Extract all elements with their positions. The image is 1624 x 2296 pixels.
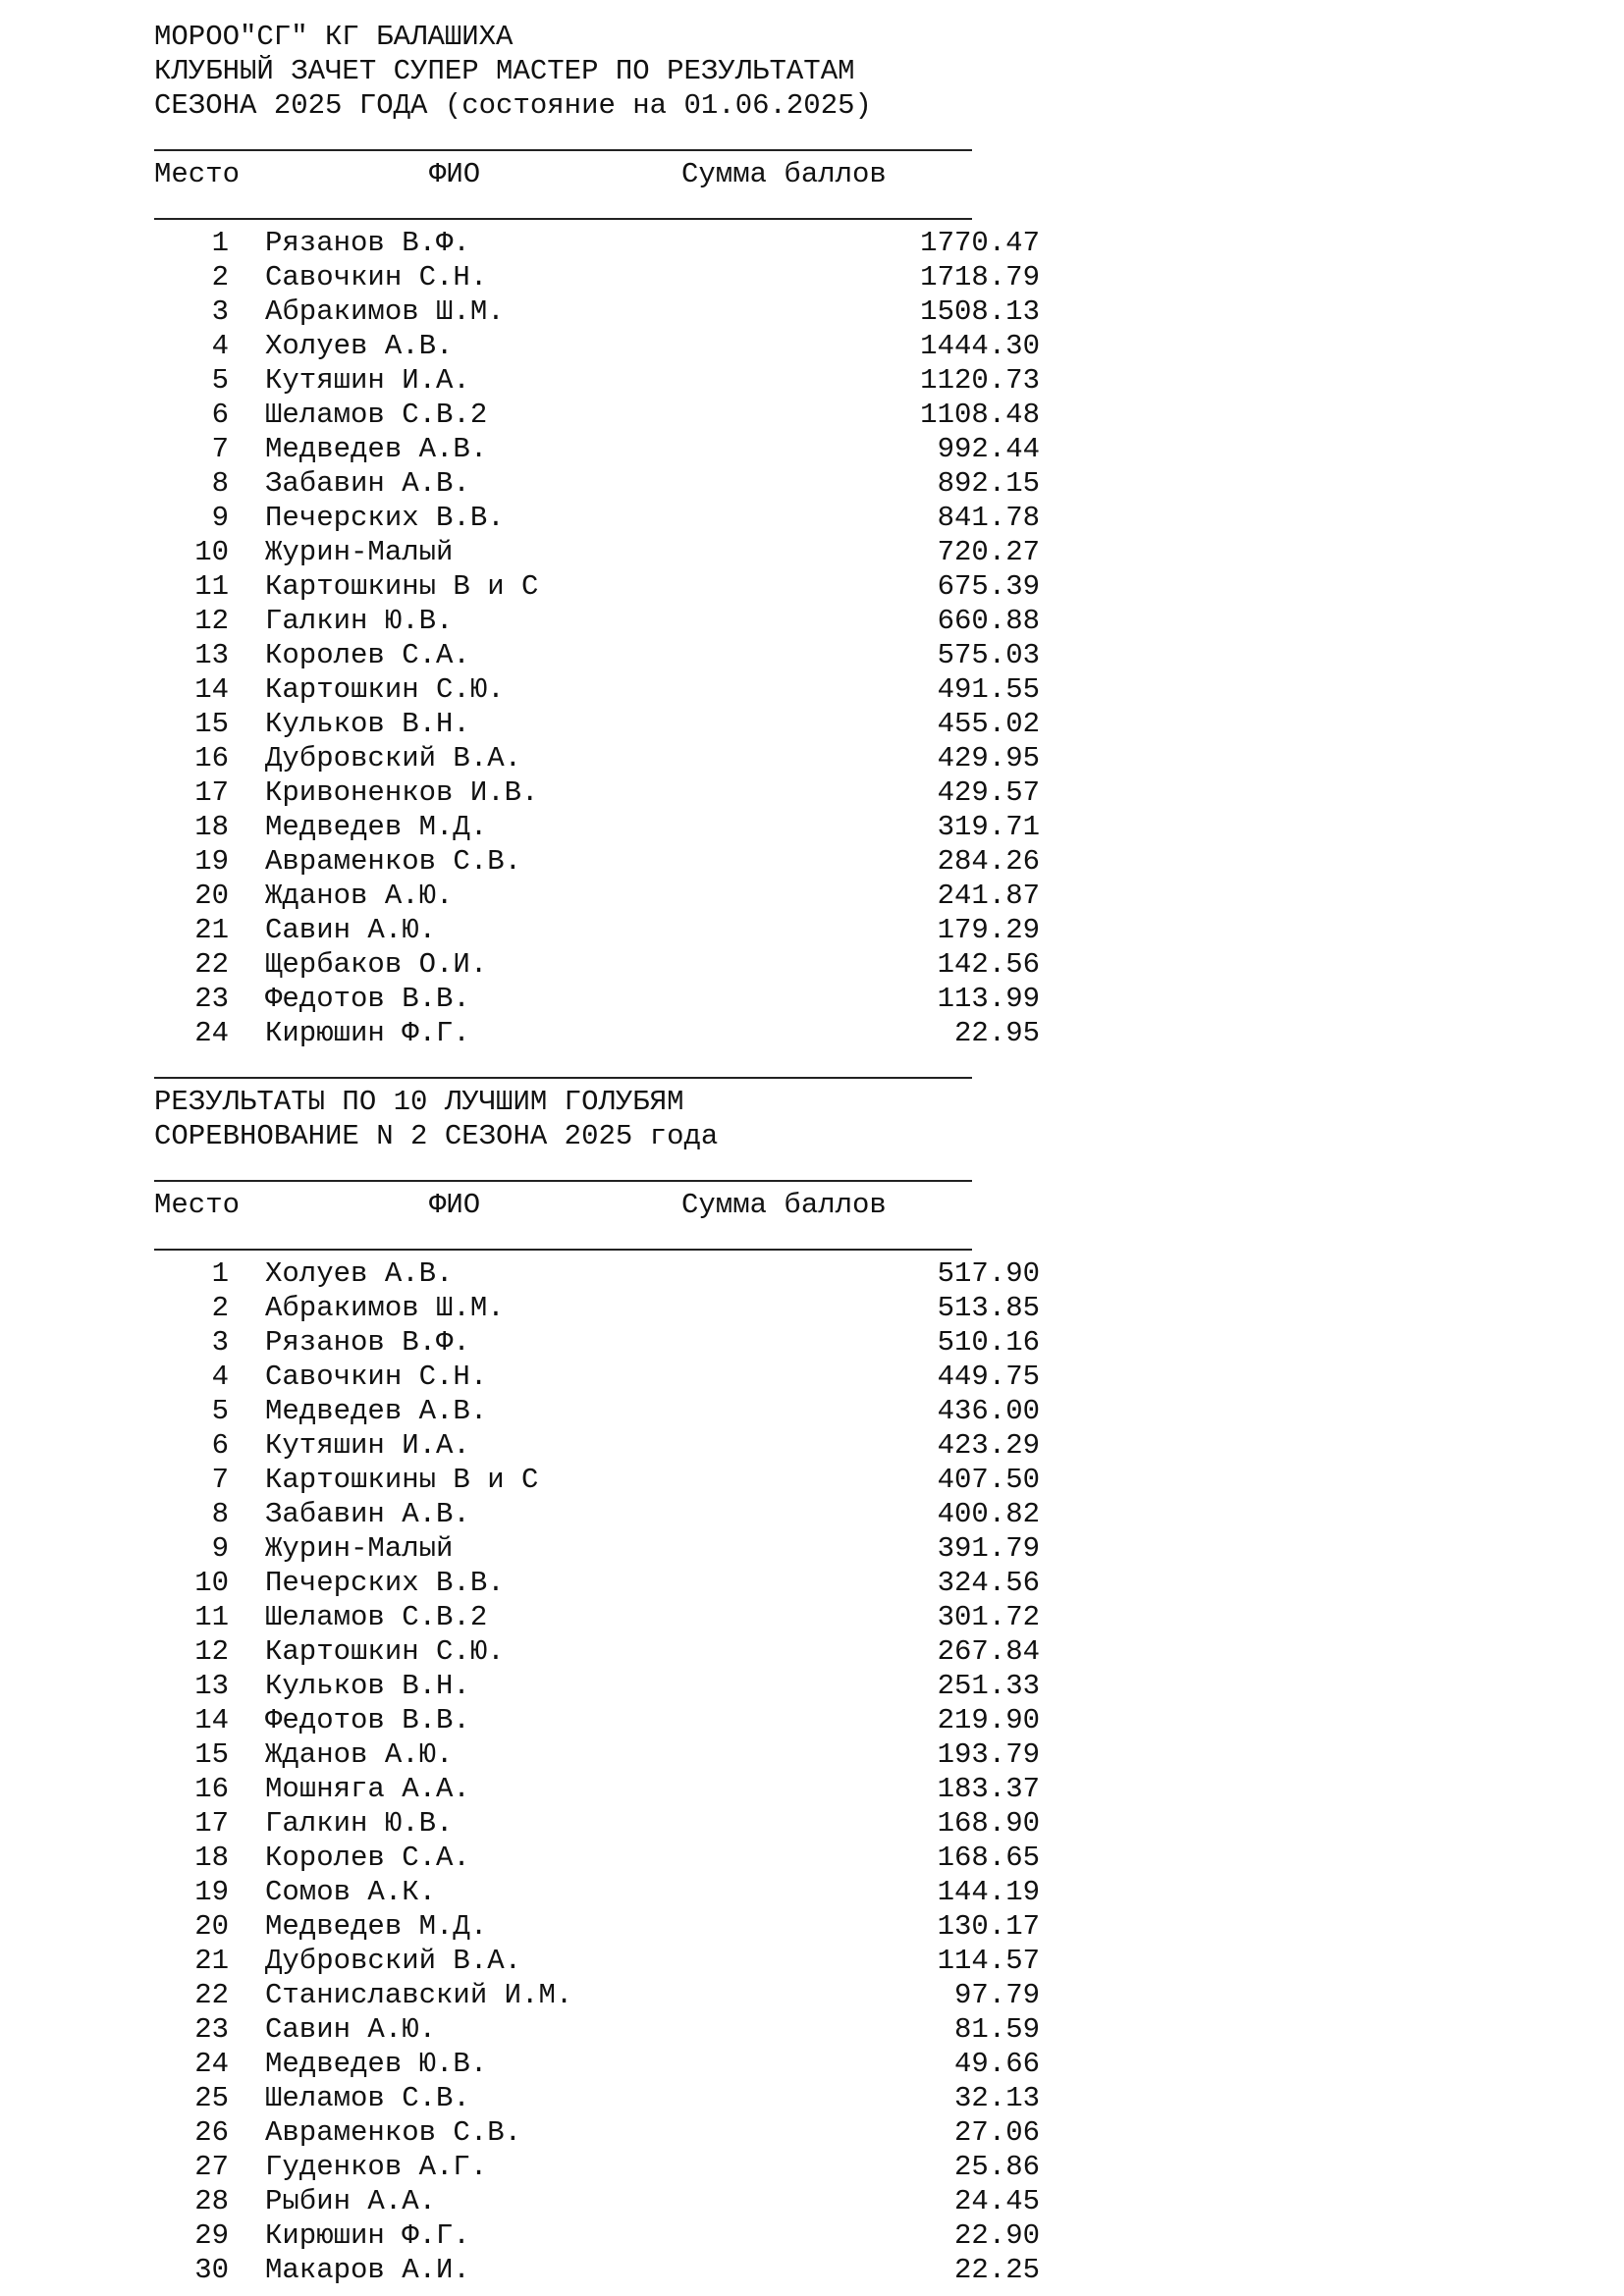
table-row xyxy=(154,1978,1040,2012)
row-score: 251.33 xyxy=(937,1670,1040,1702)
row-place: 16 xyxy=(194,742,229,774)
row-score: 841.78 xyxy=(937,502,1040,534)
row-name: Медведев М.Д. xyxy=(265,1910,488,1943)
row-score: 324.56 xyxy=(937,1567,1040,1599)
row-place: 12 xyxy=(194,1635,229,1668)
row-name: Королев С.А. xyxy=(265,639,470,671)
table-row xyxy=(154,982,1040,1016)
row-score: 81.59 xyxy=(953,2013,1040,2046)
table-row xyxy=(154,844,1040,879)
row-score: 510.16 xyxy=(937,1326,1040,1359)
row-place: 5 xyxy=(211,364,229,397)
row-score: 97.79 xyxy=(953,1979,1040,2011)
row-name: Шеламов С.В. xyxy=(265,2082,470,2114)
table-row xyxy=(154,226,1040,260)
row-score: 319.71 xyxy=(937,811,1040,843)
row-name: Кирюшин Ф.Г. xyxy=(265,2219,470,2252)
row-place: 12 xyxy=(194,605,229,637)
row-name: Жданов А.Ю. xyxy=(265,880,454,912)
row-score: 168.65 xyxy=(937,1842,1040,1874)
table-row xyxy=(154,2047,1040,2081)
col-name-header: ФИО xyxy=(429,158,481,190)
table-row xyxy=(154,2218,1040,2253)
row-name: Щербаков О.И. xyxy=(265,948,488,981)
row-place: 18 xyxy=(194,1842,229,1874)
club-standings-table xyxy=(154,226,1040,1050)
row-name: Дубровский В.А. xyxy=(265,742,522,774)
row-name: Савин А.Ю. xyxy=(265,2013,437,2046)
table-row xyxy=(154,1016,1040,1050)
row-score: 892.15 xyxy=(937,467,1040,500)
row-place: 30 xyxy=(194,2254,229,2286)
row-score: 407.50 xyxy=(937,1464,1040,1496)
row-name: Дубровский В.А. xyxy=(265,1945,522,1977)
row-name: Забавин А.В. xyxy=(265,467,470,500)
row-place: 23 xyxy=(194,2013,229,2046)
row-place: 2 xyxy=(211,1292,229,1324)
row-name: Кутяшин И.А. xyxy=(265,364,470,397)
row-name: Шеламов С.В.2 xyxy=(265,399,488,431)
row-score: 400.82 xyxy=(937,1498,1040,1530)
row-score: 144.19 xyxy=(937,1876,1040,1908)
row-score: 575.03 xyxy=(937,639,1040,671)
divider xyxy=(154,191,979,226)
table-row xyxy=(154,569,1040,604)
col-name-header: ФИО xyxy=(429,1189,481,1221)
row-name: Абракимов Ш.М. xyxy=(265,295,505,328)
row-score: 1120.73 xyxy=(920,364,1040,397)
row-score: 22.90 xyxy=(953,2219,1040,2252)
table-row xyxy=(154,1737,1040,1772)
table-row xyxy=(154,501,1040,535)
row-name: Королев С.А. xyxy=(265,1842,470,1874)
row-score: 301.72 xyxy=(937,1601,1040,1633)
divider xyxy=(154,123,979,157)
row-place: 11 xyxy=(194,1601,229,1633)
row-score: 449.75 xyxy=(937,1361,1040,1393)
table-row xyxy=(154,672,1040,707)
table-row xyxy=(154,2253,1040,2287)
table-row xyxy=(154,1394,1040,1428)
row-score: 168.90 xyxy=(937,1807,1040,1840)
row-place: 5 xyxy=(211,1395,229,1427)
row-score: 675.39 xyxy=(937,570,1040,603)
row-place: 17 xyxy=(194,1807,229,1840)
row-place: 4 xyxy=(211,330,229,362)
row-score: 219.90 xyxy=(937,1704,1040,1736)
row-name: Медведев А.В. xyxy=(265,433,488,465)
row-score: 720.27 xyxy=(937,536,1040,568)
row-name: Картошкины В и С xyxy=(265,570,539,603)
table-row xyxy=(154,466,1040,501)
row-place: 25 xyxy=(194,2082,229,2114)
table-row xyxy=(154,1703,1040,1737)
row-score: 1770.47 xyxy=(920,227,1040,259)
row-place: 19 xyxy=(194,845,229,878)
row-name: Абракимов Ш.М. xyxy=(265,1292,505,1324)
row-score: 1108.48 xyxy=(920,399,1040,431)
row-place: 6 xyxy=(211,1429,229,1462)
row-score: 49.66 xyxy=(953,2048,1040,2080)
table1-header xyxy=(154,157,979,191)
row-place: 22 xyxy=(194,948,229,981)
row-score: 513.85 xyxy=(937,1292,1040,1324)
table-row xyxy=(154,1841,1040,1875)
row-score: 1444.30 xyxy=(920,330,1040,362)
row-name: Федотов В.В. xyxy=(265,1704,470,1736)
row-place: 1 xyxy=(211,1257,229,1290)
table-row xyxy=(154,329,1040,363)
row-place: 7 xyxy=(211,1464,229,1496)
row-name: Картошкин С.Ю. xyxy=(265,1635,505,1668)
table-row xyxy=(154,638,1040,672)
row-place: 10 xyxy=(194,1567,229,1599)
divider xyxy=(154,1153,979,1188)
row-name: Забавин А.В. xyxy=(265,1498,470,1530)
table-row xyxy=(154,294,1040,329)
table-row xyxy=(154,1325,1040,1360)
table-row xyxy=(154,1291,1040,1325)
row-place: 20 xyxy=(194,880,229,912)
row-place: 8 xyxy=(211,467,229,500)
row-score: 27.06 xyxy=(953,2116,1040,2149)
row-score: 429.95 xyxy=(937,742,1040,774)
row-score: 142.56 xyxy=(937,948,1040,981)
row-name: Галкин Ю.В. xyxy=(265,605,454,637)
table-row xyxy=(154,1463,1040,1497)
col-place-header: Место xyxy=(154,158,241,190)
row-place: 27 xyxy=(194,2151,229,2183)
table-row xyxy=(154,1428,1040,1463)
row-score: 267.84 xyxy=(937,1635,1040,1668)
row-name: Савин А.Ю. xyxy=(265,914,437,946)
row-place: 9 xyxy=(211,1532,229,1565)
table-row xyxy=(154,604,1040,638)
table-row xyxy=(154,2184,1040,2218)
row-name: Шеламов С.В.2 xyxy=(265,1601,488,1633)
row-score: 22.95 xyxy=(953,1017,1040,1049)
row-score: 284.26 xyxy=(937,845,1040,878)
row-place: 24 xyxy=(194,2048,229,2080)
table-row xyxy=(154,947,1040,982)
table-row xyxy=(154,741,1040,775)
row-place: 2 xyxy=(211,261,229,294)
table-row xyxy=(154,1360,1040,1394)
table-row xyxy=(154,2081,1040,2115)
row-score: 391.79 xyxy=(937,1532,1040,1565)
document-page xyxy=(154,20,1040,2287)
table-row xyxy=(154,707,1040,741)
row-name: Сомов А.К. xyxy=(265,1876,437,1908)
table-row xyxy=(154,1634,1040,1669)
row-score: 113.99 xyxy=(937,983,1040,1015)
row-name: Медведев Ю.В. xyxy=(265,2048,488,2080)
row-place: 29 xyxy=(194,2219,229,2252)
table-row xyxy=(154,1909,1040,1944)
row-score: 32.13 xyxy=(953,2082,1040,2114)
row-place: 18 xyxy=(194,811,229,843)
table-row xyxy=(154,1566,1040,1600)
row-name: Рязанов В.Ф. xyxy=(265,1326,470,1359)
row-place: 20 xyxy=(194,1910,229,1943)
row-name: Савочкин С.Н. xyxy=(265,1361,488,1393)
row-name: Картошкины В и С xyxy=(265,1464,539,1496)
doc-subtitle: СЕЗОНА 2025 ГОДА (состояние на 01.06.2025) xyxy=(154,89,872,122)
table-row xyxy=(154,1772,1040,1806)
row-name: Станиславский И.М. xyxy=(265,1979,573,2011)
row-name: Печерских В.В. xyxy=(265,502,505,534)
divider xyxy=(154,1222,979,1256)
row-score: 455.02 xyxy=(937,708,1040,740)
row-score: 241.87 xyxy=(937,880,1040,912)
row-score: 24.45 xyxy=(953,2185,1040,2217)
table-row xyxy=(154,1497,1040,1531)
row-place: 10 xyxy=(194,536,229,568)
row-place: 3 xyxy=(211,295,229,328)
row-place: 4 xyxy=(211,1361,229,1393)
row-name: Галкин Ю.В. xyxy=(265,1807,454,1840)
row-name: Картошкин С.Ю. xyxy=(265,673,505,706)
table-row xyxy=(154,1256,1040,1291)
row-name: Рязанов В.Ф. xyxy=(265,227,470,259)
row-name: Печерских В.В. xyxy=(265,1567,505,1599)
row-score: 1718.79 xyxy=(920,261,1040,294)
row-score: 517.90 xyxy=(937,1257,1040,1290)
row-place: 19 xyxy=(194,1876,229,1908)
row-name: Журин-Малый xyxy=(265,536,454,568)
row-score: 992.44 xyxy=(937,433,1040,465)
row-place: 26 xyxy=(194,2116,229,2149)
row-place: 13 xyxy=(194,639,229,671)
row-name: Холуев А.В. xyxy=(265,1257,454,1290)
doc-org-title: МОРОО"СГ" КГ БАЛАШИХА xyxy=(154,21,514,53)
table2-header xyxy=(154,1188,979,1222)
row-place: 23 xyxy=(194,983,229,1015)
row-name: Кирюшин Ф.Г. xyxy=(265,1017,470,1049)
row-score: 22.25 xyxy=(953,2254,1040,2286)
doc-title: КЛУБНЫЙ ЗАЧЕТ СУПЕР МАСТЕР ПО РЕЗУЛЬТАТАМ xyxy=(154,55,855,87)
row-score: 114.57 xyxy=(937,1945,1040,1977)
section2-subtitle: СОРЕВНОВАНИЕ N 2 СЕЗОНА 2025 года xyxy=(154,1120,719,1152)
row-place: 15 xyxy=(194,708,229,740)
table-row xyxy=(154,775,1040,810)
row-name: Кульков В.Н. xyxy=(265,708,470,740)
row-name: Гуденков А.Г. xyxy=(265,2151,488,2183)
row-place: 28 xyxy=(194,2185,229,2217)
table-row xyxy=(154,1806,1040,1841)
table-row xyxy=(154,913,1040,947)
table-row xyxy=(154,432,1040,466)
table-row xyxy=(154,535,1040,569)
row-score: 183.37 xyxy=(937,1773,1040,1805)
table-row xyxy=(154,363,1040,398)
row-place: 1 xyxy=(211,227,229,259)
table-row xyxy=(154,2115,1040,2150)
row-name: Авраменков С.В. xyxy=(265,2116,522,2149)
table-row xyxy=(154,1531,1040,1566)
row-name: Кутяшин И.А. xyxy=(265,1429,470,1462)
col-place-header: Место xyxy=(154,1189,241,1221)
table-row xyxy=(154,1944,1040,1978)
row-name: Медведев М.Д. xyxy=(265,811,488,843)
table-row xyxy=(154,1669,1040,1703)
row-place: 17 xyxy=(194,776,229,809)
row-name: Мошняга А.А. xyxy=(265,1773,470,1805)
row-place: 13 xyxy=(194,1670,229,1702)
table-row xyxy=(154,810,1040,844)
row-name: Федотов В.В. xyxy=(265,983,470,1015)
row-place: 16 xyxy=(194,1773,229,1805)
row-score: 1508.13 xyxy=(920,295,1040,328)
row-place: 14 xyxy=(194,1704,229,1736)
row-score: 193.79 xyxy=(937,1738,1040,1771)
row-score: 130.17 xyxy=(937,1910,1040,1943)
row-place: 11 xyxy=(194,570,229,603)
row-place: 21 xyxy=(194,914,229,946)
table-row xyxy=(154,2150,1040,2184)
table-row xyxy=(154,1875,1040,1909)
row-name: Авраменков С.В. xyxy=(265,845,522,878)
row-score: 423.29 xyxy=(937,1429,1040,1462)
section2-title: РЕЗУЛЬТАТЫ ПО 10 ЛУЧШИМ ГОЛУБЯМ xyxy=(154,1086,684,1118)
competition-results-table xyxy=(154,1256,1040,2287)
row-place: 15 xyxy=(194,1738,229,1771)
row-place: 3 xyxy=(211,1326,229,1359)
row-name: Медведев А.В. xyxy=(265,1395,488,1427)
divider xyxy=(154,1050,979,1085)
row-place: 22 xyxy=(194,1979,229,2011)
row-name: Кульков В.Н. xyxy=(265,1670,470,1702)
row-score: 660.88 xyxy=(937,605,1040,637)
row-place: 14 xyxy=(194,673,229,706)
table-row xyxy=(154,1600,1040,1634)
table-row xyxy=(154,879,1040,913)
row-name: Савочкин С.Н. xyxy=(265,261,488,294)
row-name: Рыбин А.А. xyxy=(265,2185,437,2217)
row-place: 8 xyxy=(211,1498,229,1530)
col-score-header: Сумма баллов xyxy=(681,158,887,190)
table-row xyxy=(154,260,1040,294)
row-name: Жданов А.Ю. xyxy=(265,1738,454,1771)
row-score: 179.29 xyxy=(937,914,1040,946)
row-place: 7 xyxy=(211,433,229,465)
row-score: 25.86 xyxy=(953,2151,1040,2183)
row-place: 21 xyxy=(194,1945,229,1977)
col-score-header: Сумма баллов xyxy=(681,1189,887,1221)
row-name: Кривоненков И.В. xyxy=(265,776,539,809)
row-place: 6 xyxy=(211,399,229,431)
row-score: 491.55 xyxy=(937,673,1040,706)
row-place: 9 xyxy=(211,502,229,534)
table-row xyxy=(154,398,1040,432)
table-row xyxy=(154,2012,1040,2047)
row-place: 24 xyxy=(194,1017,229,1049)
row-score: 429.57 xyxy=(937,776,1040,809)
row-name: Макаров А.И. xyxy=(265,2254,470,2286)
row-name: Журин-Малый xyxy=(265,1532,454,1565)
row-score: 436.00 xyxy=(937,1395,1040,1427)
row-name: Холуев А.В. xyxy=(265,330,454,362)
